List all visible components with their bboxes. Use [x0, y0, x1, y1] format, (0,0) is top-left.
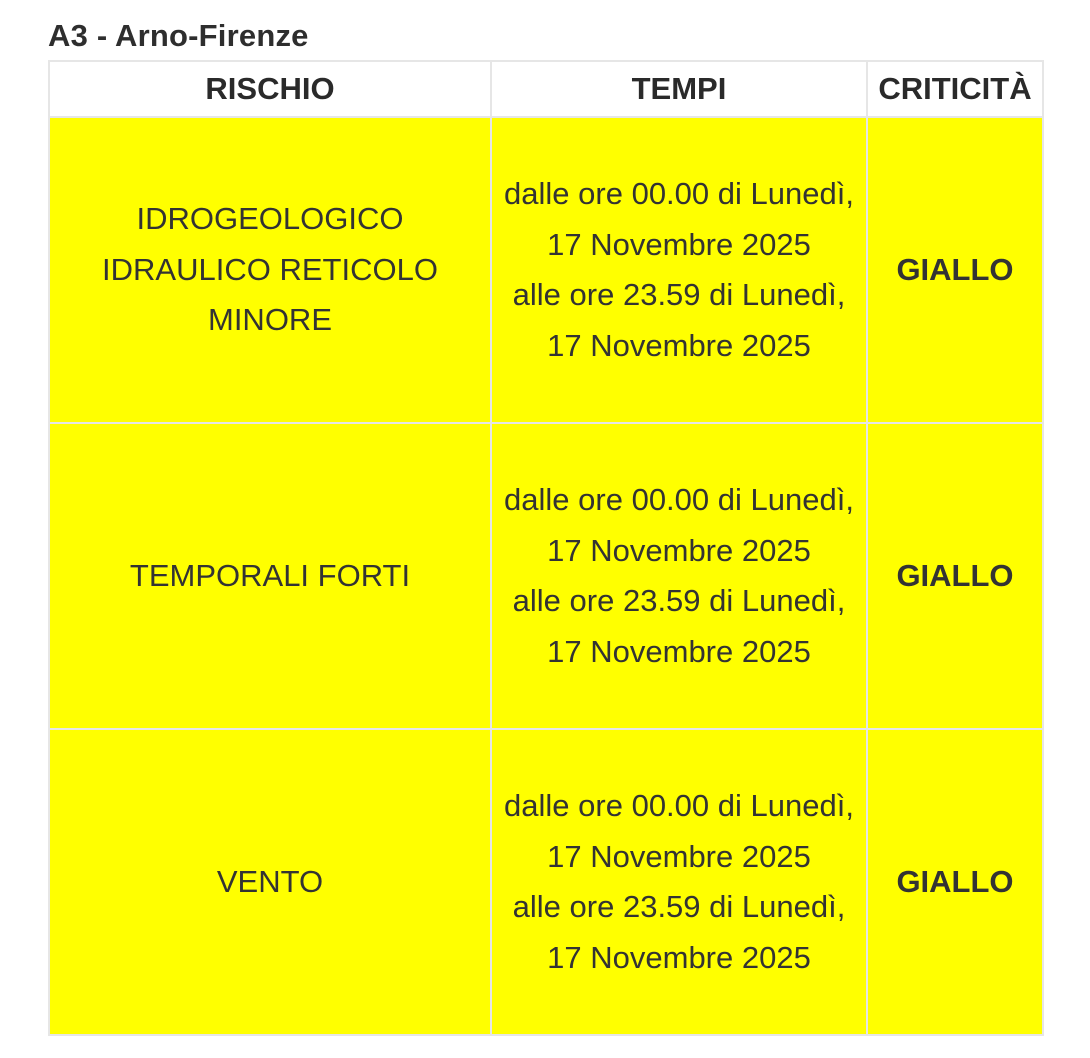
tempi-cell [491, 117, 867, 423]
header-tempi: TEMPI [491, 61, 867, 117]
tempi-end: alle ore 23.59 di Lunedì, 17 Novembre 2025 [512, 277, 846, 363]
table-row [49, 423, 1043, 729]
tempi-start: dalle ore 00.00 di Lunedì, 17 Novembre 2025 [504, 788, 854, 874]
rischio-cell: VENTO [49, 729, 491, 1035]
zone-title: A3 - Arno-Firenze [48, 18, 309, 53]
tempi-cell [491, 729, 867, 1035]
tempi-cell [491, 423, 867, 729]
header-criticita: CRITICITÀ [867, 61, 1043, 117]
criticita-badge: GIALLO [867, 117, 1043, 423]
tempi-start: dalle ore 00.00 di Lunedì, 17 Novembre 2025 [504, 176, 854, 262]
criticita-badge: GIALLO [867, 423, 1043, 729]
rischio-cell: TEMPORALI FORTI [49, 423, 491, 729]
header-rischio: RISCHIO [49, 61, 491, 117]
tempi-start: dalle ore 00.00 di Lunedì, 17 Novembre 2025 [504, 482, 854, 568]
rischio-cell: IDROGEOLOGICO IDRAULICO RETICOLO MINORE [49, 117, 491, 423]
table-row [49, 729, 1043, 1035]
criticita-badge: GIALLO [867, 729, 1043, 1035]
tempi-end: alle ore 23.59 di Lunedì, 17 Novembre 2025 [512, 889, 846, 975]
table-row [49, 117, 1043, 423]
tempi-end: alle ore 23.59 di Lunedì, 17 Novembre 2025 [512, 583, 846, 669]
alert-table [48, 60, 1044, 1036]
header-row [49, 61, 1043, 117]
